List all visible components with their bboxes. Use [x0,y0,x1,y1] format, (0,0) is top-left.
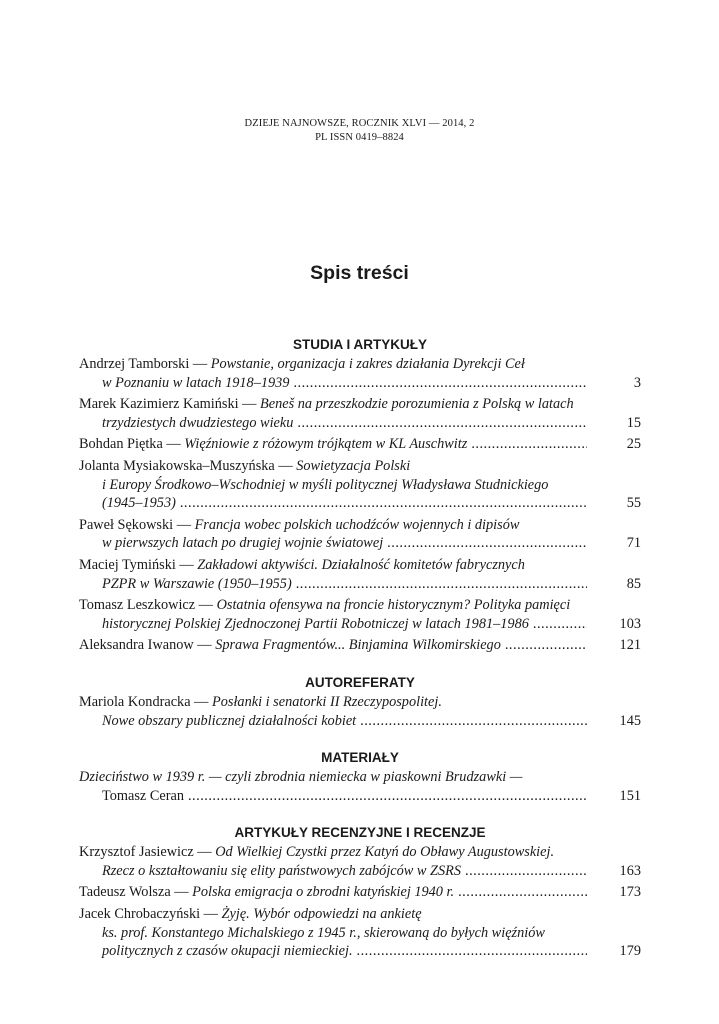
entry-author: Mariola Kondracka [79,693,191,710]
entry-title: politycznych z czasów okupacji niemieckiej. [102,943,353,960]
toc-entry[interactable]: Marek Kazimierz Kamiński — Beneš na przeszkodzie porozumienia z Polską w latach trzydziestych dwudziestego wieku ..... 15 [79,395,641,432]
dot-leader [505,636,587,655]
dot-leader [465,862,587,881]
entry-title: Sowietyzacja Polski [296,457,411,474]
page-number: 121 [619,637,641,654]
entry-title: Rzecz o kształtowaniu się elity państwowych zabójców w ZSRS [102,862,461,879]
page-number: 71 [626,535,641,552]
section-heading: MATERIAŁY [321,750,399,766]
toc-entry[interactable]: Maciej Tymiński — Zakładowi aktywiści. Działalność komitetów fabrycznych PZPR w Warszawie (1950–1955) ..... 85 [79,556,641,593]
journal-name: DZIEJE NAJNOWSZE, ROCZNIK XLVI — 2014, 2 [244,118,475,129]
toc-entry[interactable] [79,768,641,805]
toc-entry[interactable]: Aleksandra Iwanow — Sprawa Fragmentów... Binjamina Wilkomirskiego ..... 121 [79,636,641,655]
entry-author: Tomasz Ceran [102,787,184,804]
entry-title: Francja wobec polskich uchodźców wojennych i dipisów [194,516,520,533]
entry-title: w pierwszych latach po drugiej wojnie światowej [102,535,384,552]
entry-title: Od Wielkiej Czystki przez Katyń do Obławy Augustowskiej. [215,844,555,861]
entry-title: Sprawa Fragmentów... Binjamina Wilkomirskiego [215,637,501,654]
entry-title: Więźniowie z różowym trójkątem w KL Auschwitz [184,436,468,453]
page-number: 85 [626,575,641,592]
entry-title: Polska emigracja o zbrodni katyńskiej 1940 r. [192,884,455,901]
dot-leader [458,883,587,902]
dot-leader [387,534,587,553]
entry-author: Tomasz Leszkowicz [79,597,196,614]
page-number: 173 [619,884,641,901]
dot-leader [296,575,587,594]
entry-author: Jolanta Mysiakowska–Muszyńska [79,457,275,474]
page-number: 179 [619,943,641,960]
dot-leader [297,414,587,433]
entry-title: ks. prof. Konstantego Michalskiego z 1945 r., skierowaną do byłych więźniów [102,924,545,941]
section-heading: STUDIA I ARTYKUŁY [293,337,427,352]
entry-title: Posłanki i senatorki II Rzeczypospolitej. [212,693,442,710]
entry-author: Paweł Sękowski [79,516,174,533]
entry-title: (1945–1953) [102,495,176,512]
dot-leader [180,494,587,513]
page-number: 25 [626,436,641,453]
toc-entry[interactable]: Andrzej Tamborski — Powstanie, organizacja i zakres działania Dyrekcji Ceł w Poznaniu w latach 1918–1939 ..... 3 [79,355,641,392]
entry-title: Beneš na przeszkodzie porozumienia z Polską w latach [260,396,574,413]
page-number: 55 [626,495,641,512]
toc-entry[interactable]: Mariola Kondracka — Posłanki i senatorki II Rzeczypospolitej. Nowe obszary publicznej działalności kobiet ..... 145 [79,693,641,730]
section-heading: ARTYKUŁY RECENZYJNE I RECENZJE [234,825,486,841]
entry-author: Aleksandra Iwanow [79,637,194,654]
page-title: Spis treści [310,262,409,284]
entry-title: trzydziestych dwudziestego wieku [102,414,294,431]
toc-entry[interactable]: Krzysztof Jasiewicz — Od Wielkiej Czystki przez Katyń do Obławy Augustowskiej. Rzecz o kształtowaniu się elity państwowych zabójców w ZSRS ..... 163 [79,843,641,880]
page-number: 163 [619,862,641,879]
entry-title: PZPR w Warszawie (1950–1955) [102,575,292,592]
toc-entry[interactable]: Bohdan Piętka — Więźniowie z różowym trójkątem w KL Auschwitz ..... 25 [79,435,641,454]
entry-title: Powstanie, organizacja i zakres działania Dyrekcji Ceł [210,356,525,372]
journal-header [0,117,719,145]
dot-leader [471,435,587,454]
entry-author: Jacek Chrobaczyński [79,906,201,923]
dot-leader [357,942,587,961]
dot-leader [533,615,587,634]
page-number: 151 [619,787,641,804]
toc-entry[interactable]: Tadeusz Wolsza — Polska emigracja o zbrodni katyńskiej 1940 r. ..... 173 [79,883,641,902]
dot-leader [188,787,587,806]
entry-title: Zakładowi aktywiści. Działalność komitetów fabrycznych [197,556,525,573]
entry-title: Nowe obszary publicznej działalności kobiet [102,712,357,729]
entry-author: Andrzej Tamborski [79,356,190,372]
toc-entry[interactable]: Jacek Chrobaczyński — Żyję. Wybór odpowiedzi na ankietę ks. prof. Konstantego Michalskiego z 1945 r., skierowaną do byłych więźniów politycznych z czasów okupacji niemieckiej. ..... 179 [79,905,641,961]
entry-author: Maciej Tymiński [79,556,176,573]
page-number: 3 [633,374,641,391]
entry-author: Marek Kazimierz Kamiński [79,396,239,413]
dot-leader [293,374,587,393]
entry-title: Dzieciństwo w 1939 r. — czyli zbrodnia niemiecka w piaskowni Brudzawki — [79,769,523,786]
toc-entry[interactable]: Jolanta Mysiakowska–Muszyńska — Sowietyzacja Polski i Europy Środkowo–Wschodniej w myśli politycznej Władysława Studnickiego (1945–1953) ..... 55 [79,457,641,513]
page-number: 15 [626,414,641,431]
page-number: 103 [619,615,641,632]
entry-author: Bohdan Piętka [79,436,163,453]
entry-title: Ostatnia ofensywa na froncie historycznym? Polityka pamięci [216,597,571,614]
entry-author: Krzysztof Jasiewicz [79,844,194,861]
entry-author: Tadeusz Wolsza [79,884,171,901]
dot-leader [360,712,587,731]
toc-entry[interactable]: Paweł Sękowski — Francja wobec polskich uchodźców wojennych i dipisów w pierwszych latach po drugiej wojnie światowej ..... 71 [79,516,641,553]
issn: PL ISSN 0419–8824 [315,132,404,143]
entry-title: historycznej Polskiej Zjednoczonej Partii Robotniczej w latach 1981–1986 [102,615,529,632]
entry-title: w Poznaniu w latach 1918–1939 [102,374,290,391]
table-of-contents [79,336,641,964]
section-heading: AUTOREFERATY [305,674,415,690]
toc-entry[interactable]: Tomasz Leszkowicz — Ostatnia ofensywa na froncie historycznym? Polityka pamięci historycznej Polskiej Zjednoczonej Partii Robotniczej w latach 1981–1986 ..... 103 [79,596,641,633]
page-number: 145 [619,712,641,729]
entry-title: i Europy Środkowo–Wschodniej w myśli politycznej Władysława Studnickiego [102,476,549,493]
entry-title: Żyję. Wybór odpowiedzi na ankietę [221,906,422,923]
